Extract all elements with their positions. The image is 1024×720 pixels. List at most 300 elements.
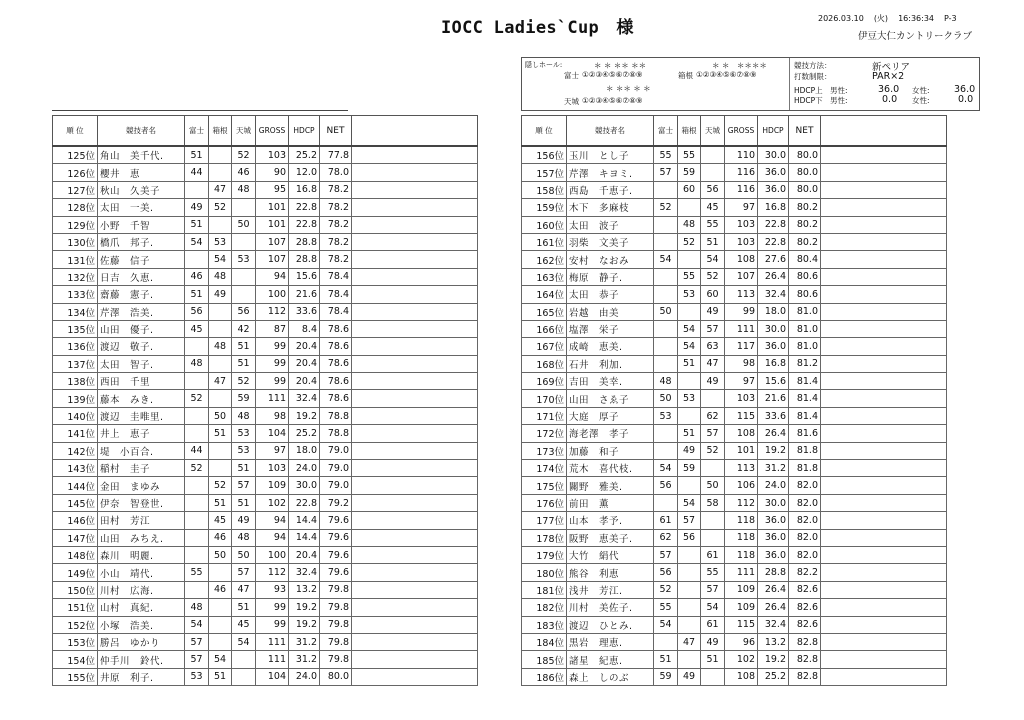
amagi-score-cell: 47 bbox=[232, 581, 256, 598]
amagi-score-cell: 56 bbox=[232, 303, 256, 320]
table-row bbox=[53, 442, 478, 459]
hdcp-cell: 25.2 bbox=[289, 425, 320, 442]
amagi-score-cell: 60 bbox=[701, 286, 725, 303]
rank-cell: 125位 bbox=[53, 146, 98, 164]
player-name-cell: 西田 千里 bbox=[98, 373, 185, 390]
fuji-score-cell bbox=[654, 181, 678, 198]
gross-cell: 108 bbox=[725, 425, 758, 442]
rank-cell: 143位 bbox=[53, 460, 98, 477]
rank-cell: 183位 bbox=[522, 616, 567, 633]
fuji-score-cell: 49 bbox=[185, 199, 209, 216]
amagi-score-cell: 61 bbox=[701, 546, 725, 563]
player-name-cell: 玉川 とし子 bbox=[567, 146, 654, 164]
blank-cell bbox=[821, 564, 947, 581]
hdcp-cell: 24.0 bbox=[758, 477, 789, 494]
hakone-score-cell: 46 bbox=[209, 581, 232, 598]
amagi-score-cell: 53 bbox=[232, 425, 256, 442]
net-cell: 80.0 bbox=[789, 146, 821, 164]
rank-cell: 158位 bbox=[522, 181, 567, 198]
fuji-score-cell: 51 bbox=[654, 651, 678, 668]
col-blank bbox=[821, 116, 947, 147]
hdcp-cell: 16.8 bbox=[758, 355, 789, 372]
table-row bbox=[522, 425, 947, 442]
blank-cell bbox=[821, 199, 947, 216]
amagi-score-cell: 57 bbox=[232, 564, 256, 581]
gross-cell: 97 bbox=[725, 199, 758, 216]
hdcp-lower-female-label: 女性: bbox=[912, 96, 930, 105]
hdcp-cell: 26.4 bbox=[758, 268, 789, 285]
fuji-score-cell bbox=[654, 355, 678, 372]
player-name-cell: 小野 千智 bbox=[98, 216, 185, 233]
hdcp-cell: 25.2 bbox=[289, 146, 320, 164]
hdcp-cell: 16.8 bbox=[289, 181, 320, 198]
net-cell: 78.8 bbox=[320, 425, 352, 442]
amagi-score-cell bbox=[701, 668, 725, 685]
rank-cell: 173位 bbox=[522, 442, 567, 459]
fuji-score-cell: 54 bbox=[654, 460, 678, 477]
blank-cell bbox=[821, 286, 947, 303]
hdcp-cell: 32.4 bbox=[758, 616, 789, 633]
rank-cell: 178位 bbox=[522, 529, 567, 546]
table-row bbox=[53, 355, 478, 372]
hakone-score-cell: 52 bbox=[209, 199, 232, 216]
col-name: 競技者名 bbox=[98, 116, 185, 147]
player-name-cell: 森川 明麗. bbox=[98, 546, 185, 563]
table-row bbox=[522, 303, 947, 320]
rank-cell: 185位 bbox=[522, 651, 567, 668]
table-row bbox=[53, 268, 478, 285]
fuji-score-cell: 62 bbox=[654, 529, 678, 546]
net-cell: 81.8 bbox=[789, 442, 821, 459]
rank-cell: 139位 bbox=[53, 390, 98, 407]
hdcp-cell: 36.0 bbox=[758, 338, 789, 355]
hdcp-lower-male: 0.0 bbox=[882, 94, 898, 105]
gross-cell: 106 bbox=[725, 477, 758, 494]
gross-cell: 94 bbox=[256, 268, 289, 285]
player-name-cell: 阪野 恵美子. bbox=[567, 529, 654, 546]
hdcp-cell: 32.4 bbox=[289, 390, 320, 407]
hakone-score-cell: 47 bbox=[678, 633, 701, 650]
table-row bbox=[53, 251, 478, 268]
gross-cell: 98 bbox=[725, 355, 758, 372]
fuji-score-cell: 57 bbox=[654, 164, 678, 181]
player-name-cell: 小山 靖代. bbox=[98, 564, 185, 581]
fuji-score-cell: 61 bbox=[654, 512, 678, 529]
table-row bbox=[522, 390, 947, 407]
hdcp-cell: 31.2 bbox=[758, 460, 789, 477]
net-cell: 81.0 bbox=[789, 338, 821, 355]
amagi-score-cell: 51 bbox=[232, 494, 256, 511]
fuji-score-cell: 54 bbox=[185, 233, 209, 250]
hdcp-cell: 13.2 bbox=[289, 581, 320, 598]
gross-cell: 107 bbox=[256, 233, 289, 250]
rank-cell: 145位 bbox=[53, 494, 98, 511]
fuji-score-cell bbox=[185, 477, 209, 494]
fuji-score-cell: 56 bbox=[654, 564, 678, 581]
blank-cell bbox=[821, 425, 947, 442]
blank-cell bbox=[821, 494, 947, 511]
rank-cell: 129位 bbox=[53, 216, 98, 233]
gross-cell: 104 bbox=[256, 668, 289, 685]
net-cell: 78.2 bbox=[320, 233, 352, 250]
hakone-score-cell bbox=[209, 442, 232, 459]
hdcp-cell: 36.0 bbox=[758, 512, 789, 529]
rank-cell: 174位 bbox=[522, 460, 567, 477]
table-row bbox=[522, 338, 947, 355]
player-name-cell: 前田 薫 bbox=[567, 494, 654, 511]
blank-cell bbox=[352, 390, 478, 407]
blank-cell bbox=[352, 512, 478, 529]
hdcp-cell: 18.0 bbox=[289, 442, 320, 459]
limit-label: 打数制限： bbox=[794, 72, 832, 81]
rank-cell: 156位 bbox=[522, 146, 567, 164]
rank-cell: 182位 bbox=[522, 599, 567, 616]
blank-cell bbox=[352, 529, 478, 546]
rank-cell: 132位 bbox=[53, 268, 98, 285]
club-name: 伊豆大仁カントリークラブ bbox=[858, 31, 973, 42]
rank-cell: 175位 bbox=[522, 477, 567, 494]
amagi-holes: ①②③④⑤⑥⑦⑧⑨ bbox=[582, 96, 643, 105]
rank-cell: 171位 bbox=[522, 407, 567, 424]
fuji-score-cell bbox=[654, 633, 678, 650]
blank-cell bbox=[352, 355, 478, 372]
net-cell: 78.6 bbox=[320, 320, 352, 337]
net-cell: 78.4 bbox=[320, 286, 352, 303]
hdcp-cell: 13.2 bbox=[758, 633, 789, 650]
table-row bbox=[53, 407, 478, 424]
gross-cell: 96 bbox=[725, 633, 758, 650]
table-row bbox=[522, 233, 947, 250]
rank-cell: 168位 bbox=[522, 355, 567, 372]
fuji-score-cell: 46 bbox=[185, 268, 209, 285]
amagi-score-cell: 54 bbox=[701, 599, 725, 616]
hdcp-upper-female-label: 女性: bbox=[912, 86, 930, 95]
hakone-score-cell: 54 bbox=[209, 251, 232, 268]
hakone-score-cell: 51 bbox=[209, 668, 232, 685]
hdcp-cell: 24.0 bbox=[289, 668, 320, 685]
gross-cell: 115 bbox=[725, 407, 758, 424]
fuji-score-cell: 50 bbox=[654, 303, 678, 320]
fuji-score-cell: 57 bbox=[185, 633, 209, 650]
net-cell: 78.2 bbox=[320, 251, 352, 268]
gross-cell: 103 bbox=[725, 233, 758, 250]
gross-cell: 108 bbox=[725, 251, 758, 268]
net-cell: 77.8 bbox=[320, 146, 352, 164]
amagi-score-cell: 48 bbox=[232, 529, 256, 546]
print-timestamp bbox=[818, 13, 967, 24]
rank-cell: 169位 bbox=[522, 373, 567, 390]
player-name-cell: 成崎 恵美. bbox=[567, 338, 654, 355]
print-time: 16:36:34 bbox=[898, 14, 934, 23]
hdcp-cell: 14.4 bbox=[289, 529, 320, 546]
table-row bbox=[53, 390, 478, 407]
gross-cell: 97 bbox=[256, 442, 289, 459]
header-divider bbox=[52, 110, 348, 111]
net-cell: 80.6 bbox=[789, 268, 821, 285]
table-row bbox=[53, 146, 478, 164]
table-row bbox=[53, 216, 478, 233]
amagi-score-cell: 51 bbox=[701, 233, 725, 250]
net-cell: 82.0 bbox=[789, 529, 821, 546]
hdcp-cell: 31.2 bbox=[289, 633, 320, 650]
rank-cell: 166位 bbox=[522, 320, 567, 337]
hdcp-cell: 18.0 bbox=[758, 303, 789, 320]
blank-cell bbox=[821, 390, 947, 407]
col-blank bbox=[352, 116, 478, 147]
table-row bbox=[53, 233, 478, 250]
net-cell: 79.0 bbox=[320, 477, 352, 494]
gross-cell: 103 bbox=[256, 460, 289, 477]
table-row bbox=[53, 651, 478, 668]
net-cell: 80.0 bbox=[789, 164, 821, 181]
competition-info-box bbox=[521, 57, 980, 111]
rank-cell: 157位 bbox=[522, 164, 567, 181]
table-row bbox=[53, 581, 478, 598]
amagi-score-cell: 62 bbox=[701, 407, 725, 424]
table-row bbox=[53, 633, 478, 650]
net-cell: 78.0 bbox=[320, 164, 352, 181]
rank-cell: 165位 bbox=[522, 303, 567, 320]
blank-cell bbox=[352, 338, 478, 355]
hdcp-cell: 28.8 bbox=[289, 233, 320, 250]
hdcp-cell: 22.8 bbox=[289, 494, 320, 511]
hakone-label: 箱根 bbox=[678, 71, 693, 80]
player-name-cell: 太田 一美. bbox=[98, 199, 185, 216]
gross-cell: 103 bbox=[256, 146, 289, 164]
hakone-score-cell: 48 bbox=[209, 268, 232, 285]
hakone-score-cell bbox=[678, 407, 701, 424]
player-name-cell: 山村 真紀. bbox=[98, 599, 185, 616]
player-name-cell: 田村 芳江 bbox=[98, 512, 185, 529]
hidden-holes-label: 隠しホール: bbox=[525, 61, 563, 69]
col-name: 競技者名 bbox=[567, 116, 654, 147]
hdcp-cell: 36.0 bbox=[758, 164, 789, 181]
blank-cell bbox=[821, 233, 947, 250]
hakone-score-cell: 55 bbox=[678, 268, 701, 285]
gross-cell: 118 bbox=[725, 529, 758, 546]
table-row bbox=[522, 599, 947, 616]
player-name-cell: 堤 小百合. bbox=[98, 442, 185, 459]
fuji-score-cell: 54 bbox=[654, 251, 678, 268]
net-cell: 81.0 bbox=[789, 320, 821, 337]
table-row bbox=[53, 564, 478, 581]
net-cell: 78.6 bbox=[320, 338, 352, 355]
table-row bbox=[522, 407, 947, 424]
gross-cell: 116 bbox=[725, 181, 758, 198]
fuji-score-cell bbox=[185, 425, 209, 442]
gross-cell: 100 bbox=[256, 546, 289, 563]
amagi-score-cell bbox=[232, 651, 256, 668]
blank-cell bbox=[352, 181, 478, 198]
amagi-score-cell: 51 bbox=[701, 651, 725, 668]
rank-cell: 154位 bbox=[53, 651, 98, 668]
amagi-score-cell: 49 bbox=[701, 633, 725, 650]
net-cell: 82.0 bbox=[789, 546, 821, 563]
rank-cell: 162位 bbox=[522, 251, 567, 268]
col-rank: 順 位 bbox=[522, 116, 567, 147]
results-table-left bbox=[52, 115, 478, 686]
fuji-score-cell: 56 bbox=[185, 303, 209, 320]
fuji-score-cell: 57 bbox=[185, 651, 209, 668]
hakone-score-cell: 46 bbox=[209, 529, 232, 546]
hakone-score-cell: 53 bbox=[678, 286, 701, 303]
hdcp-cell: 36.0 bbox=[758, 546, 789, 563]
gross-cell: 102 bbox=[725, 651, 758, 668]
net-cell: 81.2 bbox=[789, 355, 821, 372]
hdcp-cell: 30.0 bbox=[758, 320, 789, 337]
fuji-score-cell: 53 bbox=[654, 407, 678, 424]
hakone-score-cell: 57 bbox=[678, 512, 701, 529]
player-name-cell: 川村 美佐子. bbox=[567, 599, 654, 616]
hakone-score-cell: 60 bbox=[678, 181, 701, 198]
hakone-score-cell bbox=[209, 599, 232, 616]
hakone-score-cell bbox=[209, 320, 232, 337]
fuji-score-cell: 48 bbox=[654, 373, 678, 390]
rank-cell: 133位 bbox=[53, 286, 98, 303]
hakone-score-cell bbox=[209, 390, 232, 407]
hdcp-cell: 22.8 bbox=[758, 233, 789, 250]
net-cell: 78.6 bbox=[320, 355, 352, 372]
hakone-score-cell: 55 bbox=[678, 146, 701, 164]
gross-cell: 100 bbox=[256, 286, 289, 303]
hdcp-cell: 26.4 bbox=[758, 581, 789, 598]
rank-cell: 179位 bbox=[522, 546, 567, 563]
player-name-cell: 太田 智子. bbox=[98, 355, 185, 372]
col-fuji: 富士 bbox=[654, 116, 678, 147]
table-row bbox=[53, 529, 478, 546]
amagi-score-cell: 52 bbox=[232, 146, 256, 164]
hdcp-upper-female: 36.0 bbox=[954, 84, 976, 95]
net-cell: 81.4 bbox=[789, 407, 821, 424]
fuji-score-cell: 56 bbox=[654, 477, 678, 494]
player-name-cell: 小塚 浩美. bbox=[98, 616, 185, 633]
rank-cell: 128位 bbox=[53, 199, 98, 216]
net-cell: 80.0 bbox=[789, 181, 821, 198]
table-row bbox=[522, 181, 947, 198]
gross-cell: 98 bbox=[256, 407, 289, 424]
method-value: 新ペリア bbox=[872, 62, 911, 73]
blank-cell bbox=[821, 320, 947, 337]
blank-cell bbox=[352, 233, 478, 250]
blank-cell bbox=[352, 494, 478, 511]
rank-cell: 141位 bbox=[53, 425, 98, 442]
fuji-score-cell: 52 bbox=[654, 581, 678, 598]
method-label: 競技方法： bbox=[794, 61, 832, 70]
hakone-score-cell bbox=[209, 146, 232, 164]
player-name-cell: 岩越 由美 bbox=[567, 303, 654, 320]
rank-cell: 161位 bbox=[522, 233, 567, 250]
player-name-cell: 山田 さゑ子 bbox=[567, 390, 654, 407]
net-cell: 82.2 bbox=[789, 564, 821, 581]
player-name-cell: 角山 美千代. bbox=[98, 146, 185, 164]
amagi-score-cell bbox=[701, 146, 725, 164]
player-name-cell: 黒岩 理恵. bbox=[567, 633, 654, 650]
rank-cell: 177位 bbox=[522, 512, 567, 529]
hakone-score-cell bbox=[678, 251, 701, 268]
rank-cell: 136位 bbox=[53, 338, 98, 355]
net-cell: 78.2 bbox=[320, 181, 352, 198]
player-name-cell: 佐藤 信子 bbox=[98, 251, 185, 268]
amagi-score-cell: 45 bbox=[701, 199, 725, 216]
hakone-score-cell: 47 bbox=[209, 181, 232, 198]
fuji-score-cell: 44 bbox=[185, 164, 209, 181]
gross-cell: 93 bbox=[256, 581, 289, 598]
net-cell: 79.6 bbox=[320, 512, 352, 529]
table-row bbox=[522, 564, 947, 581]
blank-cell bbox=[352, 599, 478, 616]
hakone-score-cell: 51 bbox=[678, 355, 701, 372]
amagi-score-cell: 56 bbox=[701, 181, 725, 198]
amagi-score-cell bbox=[701, 460, 725, 477]
net-cell: 81.4 bbox=[789, 373, 821, 390]
blank-cell bbox=[821, 251, 947, 268]
table-row bbox=[53, 199, 478, 216]
net-cell: 79.6 bbox=[320, 564, 352, 581]
blank-cell bbox=[352, 425, 478, 442]
hdcp-cell: 33.6 bbox=[758, 407, 789, 424]
hdcp-cell: 25.2 bbox=[758, 668, 789, 685]
hdcp-upper-male: 36.0 bbox=[878, 84, 900, 95]
amagi-score-cell: 50 bbox=[232, 216, 256, 233]
rank-cell: 152位 bbox=[53, 616, 98, 633]
fuji-score-cell: 53 bbox=[185, 668, 209, 685]
gross-cell: 109 bbox=[725, 599, 758, 616]
blank-cell bbox=[352, 373, 478, 390]
hdcp-cell: 31.2 bbox=[289, 651, 320, 668]
hdcp-cell: 20.4 bbox=[289, 355, 320, 372]
fuji-score-cell: 54 bbox=[185, 616, 209, 633]
rank-cell: 170位 bbox=[522, 390, 567, 407]
fuji-score-cell: 55 bbox=[185, 564, 209, 581]
amagi-score-cell: 42 bbox=[232, 320, 256, 337]
table-row bbox=[53, 164, 478, 181]
fuji-score-cell: 48 bbox=[185, 599, 209, 616]
player-name-cell: 川村 広海. bbox=[98, 581, 185, 598]
table-row bbox=[522, 512, 947, 529]
col-net: NET bbox=[789, 116, 821, 147]
hakone-score-cell: 49 bbox=[678, 668, 701, 685]
net-cell: 82.0 bbox=[789, 477, 821, 494]
hakone-score-cell: 51 bbox=[209, 494, 232, 511]
player-name-cell: 秋山 久美子 bbox=[98, 181, 185, 198]
table-row bbox=[53, 320, 478, 337]
amagi-score-cell: 55 bbox=[701, 216, 725, 233]
net-cell: 79.0 bbox=[320, 460, 352, 477]
fuji-score-cell bbox=[654, 268, 678, 285]
blank-cell bbox=[821, 546, 947, 563]
fuji-score-cell: 51 bbox=[185, 286, 209, 303]
player-name-cell: 日吉 久恵. bbox=[98, 268, 185, 285]
col-hakone: 箱根 bbox=[678, 116, 701, 147]
player-name-cell: 櫻井 恵 bbox=[98, 164, 185, 181]
table-row bbox=[522, 477, 947, 494]
hakone-score-cell: 52 bbox=[678, 233, 701, 250]
player-name-cell: 吉田 美幸. bbox=[567, 373, 654, 390]
table-row bbox=[522, 546, 947, 563]
net-cell: 78.8 bbox=[320, 407, 352, 424]
player-name-cell: 荒木 喜代枝. bbox=[567, 460, 654, 477]
hakone-score-cell: 51 bbox=[209, 425, 232, 442]
blank-cell bbox=[821, 633, 947, 650]
blank-cell bbox=[821, 477, 947, 494]
rank-cell: 181位 bbox=[522, 581, 567, 598]
blank-cell bbox=[821, 668, 947, 685]
gross-cell: 118 bbox=[725, 546, 758, 563]
amagi-marks: ＊ ＊＊ ＊ ＊ bbox=[606, 84, 651, 93]
gross-cell: 103 bbox=[725, 216, 758, 233]
net-cell: 82.8 bbox=[789, 651, 821, 668]
fuji-score-cell bbox=[185, 407, 209, 424]
